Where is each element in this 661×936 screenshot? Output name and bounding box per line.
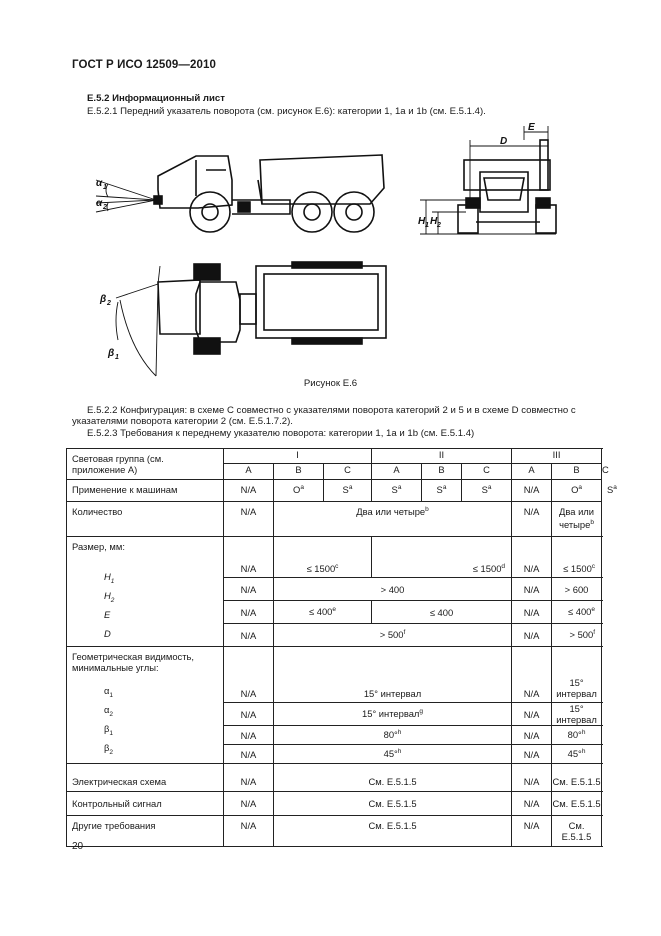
- label-beta2-sub: 2: [107, 300, 111, 307]
- label-beta1-sub: 1: [115, 354, 119, 361]
- quantity-na: N/A: [512, 502, 552, 537]
- figure-caption: Рисунок E.6: [303, 378, 358, 389]
- vis-b2-mid: 45°$^h$: [274, 745, 512, 764]
- paragraph-e523: E.5.2.3 Требования к переднему указателю поворота: категории 1, 1a и 1b (см. E.5.1.4): [87, 428, 475, 439]
- electrical-row: [67, 764, 602, 792]
- size-na: N/A: [512, 601, 552, 624]
- size-h1-g1: ≤ $1500^c$: [274, 537, 372, 578]
- group-i: I: [224, 449, 372, 464]
- size-d-g3: > $500^f$: [552, 624, 602, 647]
- ctrl-na: N/A: [512, 792, 552, 816]
- quantity-label: Количество: [67, 502, 224, 537]
- other-mid: См. E.5.1.5: [274, 816, 512, 847]
- label-beta2: β: [100, 294, 107, 305]
- letter-cell: A: [224, 464, 274, 480]
- size-h1-g3: ≤ $1500^c$: [552, 537, 602, 578]
- size-label-cell: Размер, мм: $H_1$ $H_2$ E D: [67, 537, 224, 647]
- other-na: N/A: [224, 816, 274, 847]
- beta-angles: [116, 266, 160, 376]
- size-na: N/A: [224, 537, 274, 578]
- app-value: N/A: [224, 480, 274, 502]
- app-value: $S^a$: [422, 480, 462, 502]
- vis-a1-mid: 15° интервал: [274, 647, 512, 703]
- size-e-g3: ≤ $400^e$: [552, 601, 602, 624]
- ctrl-g3: См. E.5.1.5: [552, 792, 602, 816]
- truck-front-view: [458, 140, 556, 233]
- size-h2-g3: > 600: [552, 578, 602, 601]
- label-alpha2: α: [96, 198, 103, 209]
- paragraph-e521: E.5.2.1 Передний указатель поворота (см. рисунок E.6): категории 1, 1a и 1b (см. E.5.1.4).: [87, 106, 486, 117]
- ctrl-mid: См. E.5.1.5: [274, 792, 512, 816]
- quantity-na: N/A: [224, 502, 274, 537]
- size-na: N/A: [224, 624, 274, 647]
- vis-b1-mid: 80°$^h$: [274, 726, 512, 745]
- label-alpha2-sub: 2: [103, 204, 107, 211]
- truck-top-view: [158, 262, 386, 354]
- vis-na: N/A: [512, 703, 552, 726]
- vis-na: N/A: [224, 703, 274, 726]
- label-e: E: [528, 122, 535, 133]
- size-na: N/A: [224, 578, 274, 601]
- size-e-g1: ≤ $400^e$: [274, 601, 372, 624]
- other-g3: См. E.5.1.5: [552, 816, 602, 847]
- visibility-label-cell: Геометрическая видимость, минимальные углы: $\alpha_1$ $\alpha_2$ $\beta_1$ $\beta_2$: [67, 647, 224, 764]
- size-h2-mid: > 400: [274, 578, 512, 601]
- quantity-main: Два или четыре$^b$: [274, 502, 512, 537]
- requirements-table: Световая группа (см. приложение A) I II III A B C A B C A B C Применение к машинам N/A $O^a$ $S^a$ $S^a$ $S^a$ $S^a$ N/A $O^a$ $S^a$ Количество N/A Два или четыре$^b$ N/A Два или четыре$^b$ Размер, мм: $H_1$ $H_2$ E D N/A ≤ $1500^c$ ≤ $1500^d$ N/A ≤ $1500^c$ N/A > 400 N/A > 600 N/A ≤ $400^e$ ≤ 400 N/A ≤ $400^e$ N/A > $500^f$ N/A > $500^f$ Геометрическая видимость, минимальные углы: $\alpha_1$ $\alpha_2$ $\beta_1$ $\beta_2$ N/A 15° интервал N/A 15° интервал N/A 15° интервал$^g$ N/A 15° интервал N/A 80°$^h$ N/A 80°$^h$ N/A 45°$^h$ N/A 45°$^h$ Электрическая схема N/A См. E.5.1.5 N/A См. E.5.1.5 Контрольный сигнал N/A См. E.5.1.5 N/A См. E.5.1.5 Другие требования N/A См. E.5.1.5 N/A См. E.5.1.5: [66, 448, 602, 847]
- letter-cell: B: [552, 464, 602, 480]
- vis-b2-g3: 45°$^h$: [552, 745, 602, 764]
- vis-na: N/A: [224, 745, 274, 764]
- vis-b1-g3: 80°$^h$: [552, 726, 602, 745]
- group-iii: III: [512, 449, 602, 464]
- label-alpha1: α: [96, 178, 103, 189]
- vis-na: N/A: [224, 647, 274, 703]
- quantity-row: [67, 502, 602, 537]
- elec-mid: См. E.5.1.5: [274, 764, 512, 792]
- size-row-h1: [67, 537, 602, 578]
- size-e-g2: ≤ 400: [372, 601, 512, 624]
- control-label: Контрольный сигнал: [67, 792, 224, 816]
- group-label-cell: Световая группа (см. приложение A): [67, 449, 224, 480]
- size-na: N/A: [512, 537, 552, 578]
- document-header: ГОСТ Р ИСО 12509—2010: [72, 59, 217, 71]
- figure-e6: [0, 0, 661, 400]
- page-number: 20: [72, 841, 84, 852]
- elec-na: N/A: [224, 764, 274, 792]
- size-d-mid: > $500^f$: [274, 624, 512, 647]
- size-na: N/A: [512, 624, 552, 647]
- app-value: $S^a$: [372, 480, 422, 502]
- quantity-g3: Два или четыре$^b$: [552, 502, 602, 537]
- letter-cell: A: [512, 464, 552, 480]
- size-na: N/A: [224, 601, 274, 624]
- elec-na: N/A: [512, 764, 552, 792]
- section-title: E.5.2 Информационный лист: [87, 93, 225, 104]
- size-h1-g2: ≤ $1500^d$: [372, 537, 512, 578]
- electrical-label: Электрическая схема: [67, 764, 224, 792]
- app-value: N/A: [512, 480, 552, 502]
- application-row: Применение к машинам N/A $O^a$ $S^a$ $S^a$ $S^a$ $S^a$ N/A $O^a$ $S^a$: [67, 480, 602, 502]
- elec-g3: См. E.5.1.5: [552, 764, 602, 792]
- label-beta1: β: [108, 348, 115, 359]
- letter-cell: C: [324, 464, 372, 480]
- vis-a2-g3: 15° интервал: [552, 703, 602, 726]
- other-na: N/A: [512, 816, 552, 847]
- vis-na: N/A: [512, 647, 552, 703]
- letter-cell: B: [274, 464, 324, 480]
- label-h1: H: [418, 216, 426, 227]
- label-d: D: [500, 136, 508, 147]
- letter-cell: A: [372, 464, 422, 480]
- vis-na: N/A: [512, 745, 552, 764]
- label-h2: H: [430, 216, 438, 227]
- letter-cell: C: [462, 464, 512, 480]
- letter-cell: B: [422, 464, 462, 480]
- vis-a2-mid: 15° интервал$^g$: [274, 703, 512, 726]
- application-label: Применение к машинам: [67, 480, 224, 502]
- other-row: [67, 816, 602, 847]
- other-label: Другие требования: [67, 816, 224, 847]
- control-row: [67, 792, 602, 816]
- app-value: $O^a$: [552, 480, 602, 502]
- visibility-row-a1: [67, 647, 602, 703]
- vis-na: N/A: [224, 726, 274, 745]
- size-na: N/A: [512, 578, 552, 601]
- label-h2-sub: 2: [437, 222, 441, 229]
- vis-a1-g3: 15° интервал: [552, 647, 602, 703]
- paragraph-e522: E.5.2.2 Конфигурация: в схеме C совместно с указателями поворота категорий 2 и 5 и в схеме D совместно с указателями поворота категории 2 (см. E.5.1.7.2).: [72, 405, 576, 428]
- truck-side-view: [154, 155, 384, 232]
- app-value: $S^a$: [324, 480, 372, 502]
- group-ii: II: [372, 449, 512, 464]
- ctrl-na: N/A: [224, 792, 274, 816]
- label-h1-sub: 1: [425, 222, 429, 229]
- label-alpha1-sub: 1: [103, 184, 107, 191]
- app-value: $S^a$: [462, 480, 512, 502]
- vis-na: N/A: [512, 726, 552, 745]
- app-value: $O^a$: [274, 480, 324, 502]
